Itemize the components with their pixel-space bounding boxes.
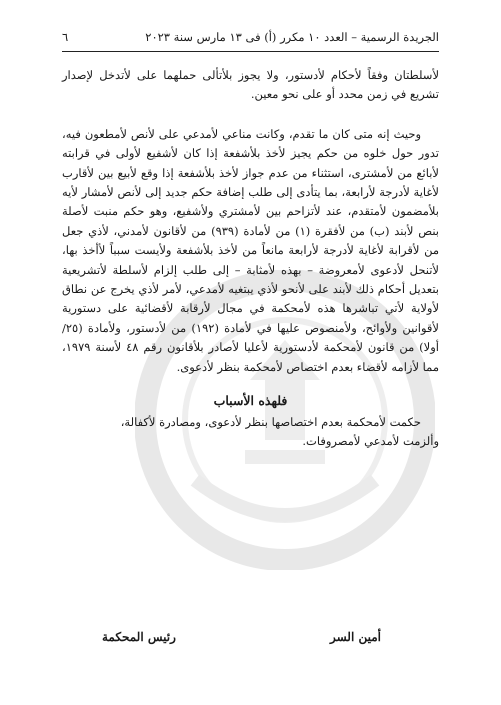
page-number: ٦ — [62, 30, 69, 44]
president-signature: رئيس المحكمة — [102, 630, 176, 644]
secretary-signature: أمين السر — [329, 630, 381, 644]
header-rule — [62, 51, 439, 52]
judgment-body — [62, 66, 439, 451]
section-title: فلهذه الأسباب — [213, 393, 288, 409]
paragraph-1: لأسلطتان وفقاً لأحكام لأدستور، ولا يجوز بلأتألى حملهما على لأتدخل لإصدار تشريع في زمن محدد أو على نحو معين. — [62, 68, 439, 102]
paragraph-2: وحيث إنه متى كان ما تقدم، وكانت مناعي لأمدعي على لأنص لأمطعون فيه، تدور حول خلوه من حكم يجيز لأخذ بلأشفعة إذا كان لأشفيع لأولى في قرابته لأبائع من لأمشترى، استثناء من عدم جواز لأخذ بلأشفعة إذا وقع لأبيع بين لأقارب لأغاية لأدرجة لأرابعة، بما يتأدى إلى طلب إضافة حكم جديد إلى لأنص لأمشار لأيه بلأمضمون لأمتقدم، عند لأتزاحم بين لأمشتري ولأشفيع، وهو حكم منبت لأصلة بنص لأبند (ب) من لأفقرة (١) من لأمادة (٩٣٩) من لأقانون لأمدني، لأذي جعل من لأقرابة لأغاية لأدرجة لأرابعة مانعاً من لأخذ بلأشفعة ولأيست سبباً لأأخذ بها، لأتنحل لأدعوى لأمعروضة – بهذه لأمثابة – إلى طلب إلزام لأسلطة لأتشريعية بتعديل أحكام ذلك لأبند على لأنحو لأذي يبتغيه لأمدعي، لأمر لأذي يخرج عن نطاق لأولاية لأتي تباشرها هذه لأمحكمة في مجال لأرقابة لأقضائية على دستورية لأقوانين ولأوائح، ولأمنصوص عليها في لأمادة (١٩٢) من لأدستور، ولأمادة (٢٥/أولا) من قانون لأمحكمة لأدستورية لأعليا لأصادر بلأقانون رقم ٤٨ لأسنة ١٩٧٩، مما لأزامه لأقضاء بعدم اختصاص لأمحكمة بنظر لأدعوى. — [62, 126, 439, 374]
page-header — [62, 30, 439, 44]
signature-block — [62, 630, 439, 644]
header-title: الجريدة الرسمية – العدد ١٠ مكرر (أ) فى ١٣ مارس سنة ٢٠٢٣ — [145, 30, 439, 44]
ruling-line-2: وألزمت لأمدعي لأمصروفات. — [302, 433, 439, 448]
ruling-line-1: حكمت لأمحكمة بعدم اختصاصها بنظر لأدعوى، ومصادرة لأكفالة، — [120, 414, 421, 429]
